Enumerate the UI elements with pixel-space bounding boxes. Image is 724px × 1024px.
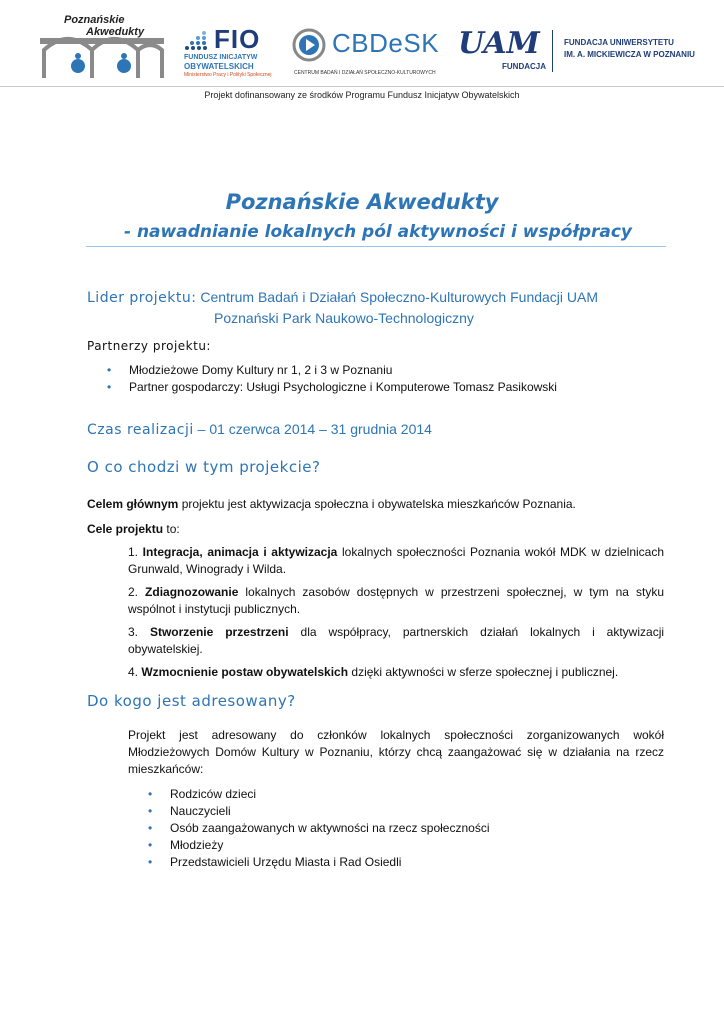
leader-line2: Poznański Park Naukowo-Technologiczny bbox=[214, 310, 474, 326]
bullet-icon: • bbox=[148, 804, 153, 818]
bullet-icon: • bbox=[148, 821, 153, 835]
goals-label: Cele projektu to: bbox=[87, 522, 180, 536]
main-goal: Celem głównym projektu jest aktywizacja społeczna i obywatelska mieszkańców Poznania. bbox=[87, 497, 576, 511]
partners-label: Partnerzy projektu: bbox=[87, 339, 211, 353]
title-rule bbox=[86, 246, 666, 247]
logo-akwedukty bbox=[38, 14, 166, 80]
fio-line1: FUNDUSZ INICJATYW bbox=[184, 54, 258, 61]
partners-list bbox=[105, 362, 685, 396]
logo-uam bbox=[458, 26, 546, 76]
list-item: • Partner gospodarczy: Usługi Psychologiczne i Komputerowe Tomasz Pasikowski bbox=[107, 380, 557, 394]
uam-mark: UAM bbox=[458, 26, 540, 61]
list-item: • Przedstawicieli Urzędu Miasta i Rad Osiedli bbox=[148, 855, 402, 869]
page-title: Poznańskie Akwedukty bbox=[225, 190, 499, 214]
bullet-icon: • bbox=[148, 855, 153, 869]
cbdesk-subtitle: CENTRUM BADAŃ I DZIAŁAŃ SPOŁECZNO-KULTUROWYCH bbox=[294, 70, 436, 76]
bullet-icon: • bbox=[107, 380, 112, 394]
timeline-value: – 01 czerwca 2014 – 31 grudnia 2014 bbox=[197, 421, 432, 437]
foundation-line2: IM. A. MICKIEWICZA W POZNANIU bbox=[564, 50, 695, 59]
list-item: • Nauczycieli bbox=[148, 804, 231, 818]
bullet-icon: • bbox=[148, 787, 153, 801]
timeline-label: Czas realizacji bbox=[87, 422, 194, 438]
fio-line2: OBYWATELSKICH bbox=[184, 62, 254, 71]
about-heading: O co chodzi w tym projekcie? bbox=[87, 458, 321, 476]
list-item: • Osób zaangażowanych w aktywności na rzecz społeczności bbox=[148, 821, 490, 835]
akwedukty-logo-line2: Akwedukty bbox=[86, 26, 145, 38]
timeline-row bbox=[87, 421, 432, 438]
page-subtitle: - nawadnianie lokalnych pól aktywności i współpracy bbox=[123, 222, 633, 242]
logo-cbdesk bbox=[292, 26, 448, 82]
audience-list bbox=[146, 786, 646, 871]
akwedukty-logo-line1: Poznańskie bbox=[64, 14, 125, 26]
leader-row bbox=[87, 289, 598, 306]
logo-divider bbox=[552, 30, 553, 72]
list-item: • Rodziców dzieci bbox=[148, 787, 257, 801]
fio-acronym: FIO bbox=[214, 24, 261, 54]
goal-item-4: 4. Wzmocnienie postaw obywatelskich dzięki aktywności w sferze społecznej i publicznej. bbox=[128, 665, 619, 679]
leader-line1: Centrum Badań i Działań Społeczno-Kulturowych Fundacji UAM bbox=[200, 289, 599, 305]
goal-item-3: 3. Stworzenie przestrzeni dla współpracy, partnerskich działań lokalnych i aktywizacji obywatelskiej. bbox=[128, 625, 665, 656]
logo-fio bbox=[184, 24, 280, 80]
bullet-icon: • bbox=[148, 838, 153, 852]
leader-label: Lider projektu: bbox=[87, 290, 197, 306]
goal-item-1: 1. Integracja, animacja i aktywizacja lokalnych społeczności Poznania wokół MDK w dzielnicach Grunwald, Winogrady i Wilda. bbox=[128, 545, 665, 576]
list-item: • Młodzieżowe Domy Kultury nr 1, 2 i 3 w Poznaniu bbox=[107, 363, 393, 377]
goal-item-2: 2. Zdiagnozowanie lokalnych zasobów dostępnych w przestrzeni społecznej, w tym na styku wspólnot i instytucji publicznych. bbox=[128, 585, 664, 616]
bullet-icon: • bbox=[107, 363, 112, 377]
uam-sub: FUNDACJA bbox=[502, 62, 546, 71]
fio-dots-icon bbox=[184, 30, 210, 52]
funding-note: Projekt dofinansowany ze środków Programu Fundusz Inicjatyw Obywatelskich bbox=[204, 90, 520, 100]
header-divider bbox=[0, 86, 724, 87]
audience-heading: Do kogo jest adresowany? bbox=[87, 692, 296, 710]
list-item: • Młodzieży bbox=[148, 838, 224, 852]
fio-line3: Ministerstwo Pracy i Polityki Społecznej bbox=[184, 72, 272, 78]
cbdesk-name: CBDeSK bbox=[332, 28, 440, 58]
audience-intro: Projekt jest adresowany do członków lokalnych społeczności zorganizowanych wokół Młodzieżowych Domów Kultury w Poznaniu, którzy chcą zaangażować się w działania na rzecz mieszkańców: bbox=[128, 728, 664, 776]
cbdesk-play-icon bbox=[292, 28, 326, 62]
foundation-line1: FUNDACJA UNIWERSYTETU bbox=[564, 38, 674, 47]
